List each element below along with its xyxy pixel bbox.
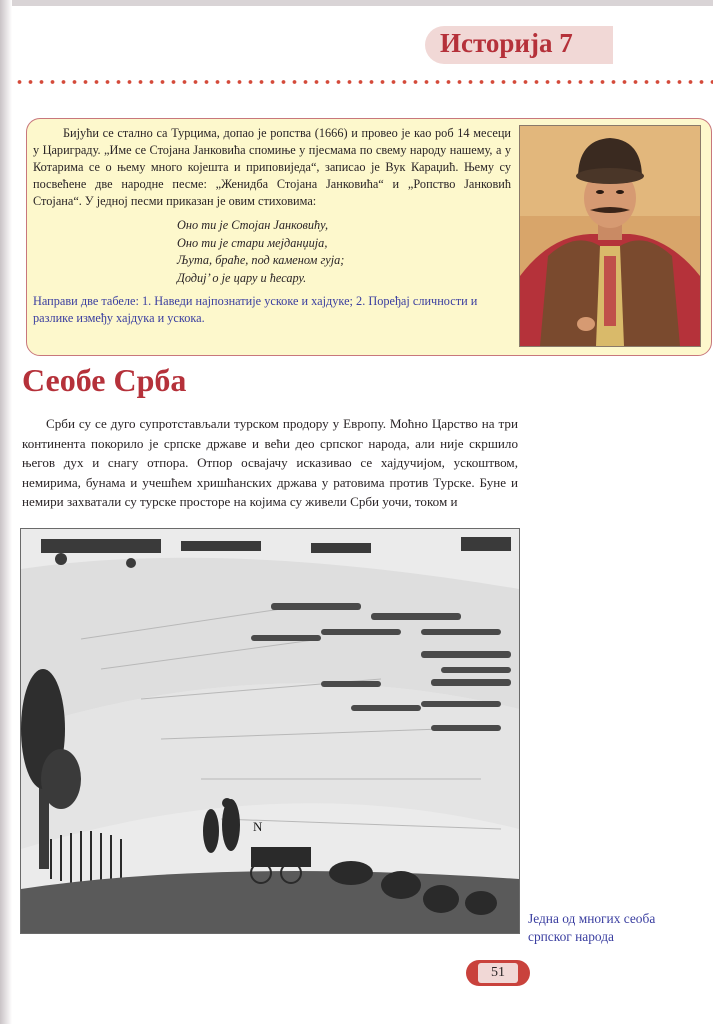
page-number: 51	[478, 963, 518, 983]
verse-line: Оно ти је Стојан Јанковићу,	[177, 218, 329, 232]
engraving-letter: N	[253, 819, 263, 834]
task-text: Направи две табеле: 1. Наведи најпознатије ускоке и хајдуке; 2. Поређај сличности и разлике између хајдука и ускока.	[33, 294, 478, 325]
info-paragraph-text: Бијући се стално са Турцима, допао је ропства (1666) и провео је као роб 14 месеци у Цариграду. „Име се Стојана Јанковића спомиње у пјесмама по свему народу нашему, а у Котарима се о њему много којешта и приповиједа“, записао је Вук Караџић. Њему су посвећене две народне песме: „Женидба Стојана Јанковића“ и „Ропство Јанковић Стојана“. У једној песми приказан је овим стиховима:	[33, 126, 511, 208]
book-spine-shadow	[0, 0, 12, 1024]
page-header-title: Историја 7	[440, 28, 573, 58]
body-paragraph	[22, 414, 518, 512]
info-box	[26, 118, 712, 356]
image-caption: Једна од многих сеоба српског народа	[528, 911, 656, 944]
migration-engraving-image	[20, 528, 520, 934]
body-paragraph-text: Срби су се дуго супротстављали турском продору у Европу. Моћно Царство на три континента покорило је српске државе и већи део српског народа, али није скршило његов дух и снагу отпора. Отпор освајачу исказивао се хајдучијом, ускоштвом, немирима, бунама и учешћем хришћанских држава у ратовима против Турске. Буне и немири захватали су турске просторе на којима су живели Срби уочи, током и	[22, 416, 518, 510]
page-top-edge	[0, 0, 713, 6]
dotted-divider	[14, 80, 713, 84]
verse-line: Љута, браће, под каменом гуја;	[177, 253, 345, 267]
verse-line: Оно ти је стари мејданџија,	[177, 235, 328, 250]
page-number-badge	[466, 960, 530, 986]
info-paragraph	[33, 125, 511, 210]
poem-verses	[177, 217, 497, 287]
portrait-image	[519, 125, 701, 347]
section-title: Сеобе Срба	[22, 362, 187, 398]
verse-line: Додиј’ о је цару и ћесару.	[177, 270, 307, 285]
